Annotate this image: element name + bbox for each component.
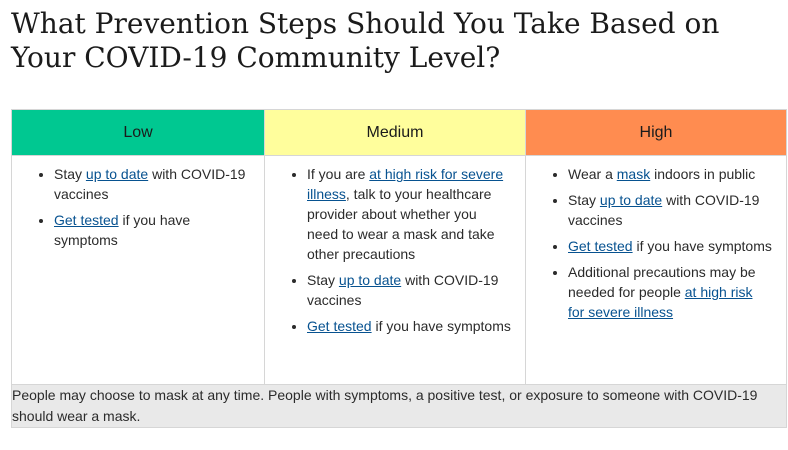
step-link[interactable]: up to date — [338, 272, 402, 288]
prevention-step — [568, 164, 772, 184]
community-level-table — [11, 109, 787, 428]
step-text: Wear a — [568, 166, 617, 182]
high-level-header: High — [526, 110, 787, 156]
step-text: Additional precautions may be needed for people — [568, 264, 756, 300]
step-link[interactable]: Get tested — [568, 238, 633, 254]
page-title: What Prevention Steps Should You Take Based on Your COVID-19 Community Level? — [11, 7, 720, 74]
prevention-step — [307, 270, 511, 310]
medium-level-header: Medium — [265, 110, 526, 156]
prevention-step — [54, 210, 250, 250]
step-text: indoors in public — [650, 166, 756, 182]
prevention-step — [54, 164, 250, 204]
step-link[interactable]: at high risk for severe illness — [307, 166, 504, 202]
step-text: if you have symptoms — [371, 318, 511, 334]
step-text: with COVID-19 vaccines — [307, 272, 499, 308]
medium-level-steps — [265, 164, 511, 336]
low-level-steps — [12, 164, 250, 250]
high-level-steps — [526, 164, 772, 322]
high-level-cell — [526, 156, 787, 385]
mask-footnote: People may choose to mask at any time. People with symptoms, a positive test, or exposure to someone with COVID-19 should wear a mask. — [12, 385, 787, 428]
prevention-step — [568, 262, 772, 322]
step-link[interactable]: at high risk for severe illness — [568, 284, 753, 320]
step-text: if you have symptoms — [54, 212, 191, 248]
step-text: Stay — [568, 192, 600, 208]
prevention-step — [307, 164, 511, 264]
step-link[interactable]: up to date — [85, 166, 149, 182]
low-level-header: Low — [12, 110, 265, 156]
prevention-step — [307, 316, 511, 336]
step-text: with COVID-19 vaccines — [568, 192, 760, 228]
prevention-step — [568, 236, 772, 256]
step-link[interactable]: Get tested — [54, 212, 119, 228]
step-text: if you have symptoms — [632, 238, 772, 254]
step-text: with COVID-19 vaccines — [54, 166, 246, 202]
step-link[interactable]: Get tested — [307, 318, 372, 334]
step-text: , talk to your healthcare provider about whether you need to wear a mask and take other precautions — [307, 186, 495, 262]
step-link[interactable]: up to date — [599, 192, 663, 208]
medium-level-cell — [265, 156, 526, 385]
low-level-cell — [12, 156, 265, 385]
step-link[interactable]: mask — [616, 166, 651, 182]
step-text: Stay — [307, 272, 339, 288]
prevention-step — [568, 190, 772, 230]
step-text: If you are — [307, 166, 370, 182]
step-text: Stay — [54, 166, 86, 182]
